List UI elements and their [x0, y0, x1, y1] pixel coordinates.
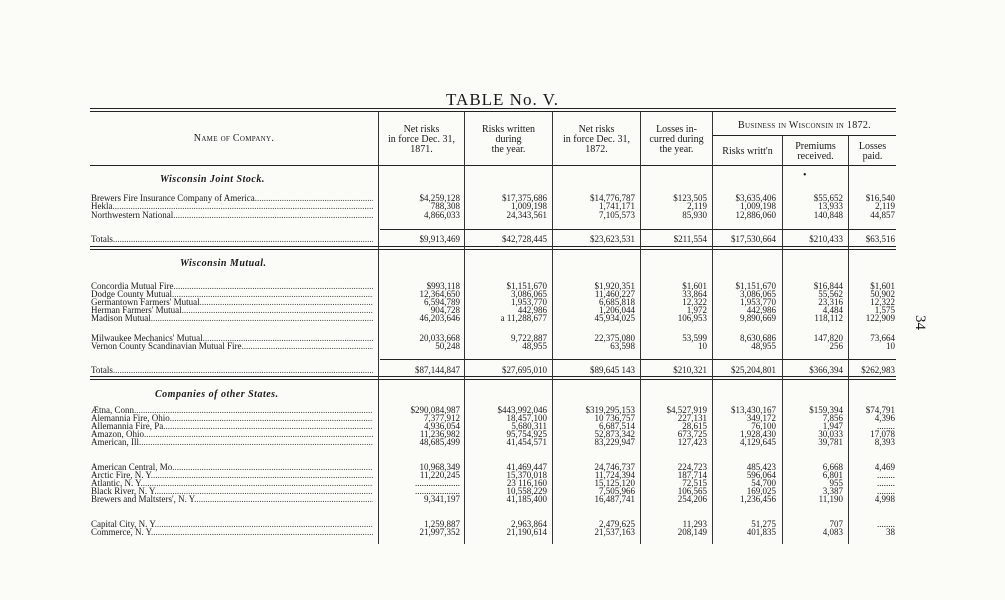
cell-col-6: 1,947 [822, 421, 843, 431]
top-rule-1 [90, 108, 896, 109]
header-rule [90, 165, 896, 166]
header-risks-writtn: Risks writt'n [722, 146, 773, 157]
cell-col-4: $210,321 [673, 365, 707, 375]
cell-col-3: 52,873,342 [594, 429, 635, 439]
cell-col-5: 442,986 [746, 305, 776, 315]
cell-col-5: 4,129,645 [740, 437, 776, 447]
cell-col-7: $16,540 [865, 193, 895, 203]
cell-col-4: 53,599 [682, 333, 707, 343]
cell-col-1: $993,118 [426, 281, 460, 291]
cell-col-6: 7,856 [822, 413, 843, 423]
cell-col-3: 83,229,947 [594, 437, 635, 447]
joint-stock-totals-rule-2 [90, 249, 896, 250]
cell-col-5: $17,530,664 [731, 234, 776, 244]
cell-col-4: 224,723 [677, 462, 707, 472]
cell-col-2: 48,955 [522, 341, 547, 351]
cell-col-7: $74,791 [865, 405, 895, 415]
header-premiums [783, 142, 848, 162]
top-rule-2 [90, 111, 896, 112]
cell-col-1: .................... [415, 478, 460, 488]
cell-col-6: 39,781 [818, 437, 843, 447]
cell-col-2: $27,695,010 [502, 365, 547, 375]
header-losses-incurred-line-1: Losses in- [656, 124, 697, 135]
cell-col-5: 8,630,686 [740, 333, 776, 343]
cell-col-3: $23,623,531 [590, 234, 635, 244]
cell-col-4: $4,527,919 [666, 405, 707, 415]
cell-col-7: 12,322 [870, 297, 895, 307]
cell-col-1: 50,248 [435, 341, 460, 351]
cell-col-4: 127,423 [677, 437, 707, 447]
cell-col-5: 12,886,060 [735, 210, 776, 220]
cell-col-3: $319,295,153 [585, 405, 635, 415]
section-mutual: Wisconsin Mutual. [180, 258, 267, 269]
cell-col-6: 30,033 [818, 429, 843, 439]
cell-col-7: 122,909 [865, 313, 895, 323]
cell-col-1: 11,220,245 [419, 470, 460, 480]
table-row [90, 342, 896, 351]
company-name: Milwaukee Mechanics' Mutual ..... [91, 334, 373, 343]
table-row [90, 314, 896, 323]
cell-col-6: 3,387 [822, 486, 843, 496]
cell-col-6: 4,083 [822, 527, 843, 537]
cell-col-4: $123,505 [673, 193, 707, 203]
cell-col-6: 955 [829, 478, 843, 488]
cell-col-7: 10 [886, 341, 895, 351]
cell-col-3: 16,487,741 [594, 494, 635, 504]
cell-col-2: 41,454,571 [506, 437, 547, 447]
table-row [90, 528, 896, 537]
company-name: Vernon County Scandinavian Mutual Fire ..... [91, 342, 373, 351]
cell-col-7: 4,998 [874, 494, 895, 504]
cell-col-2: a 11,288,677 [500, 313, 547, 323]
cell-col-6: 6,801 [822, 470, 843, 480]
cell-col-3: 7,505,966 [599, 486, 635, 496]
company-name: Arctic Fire, N. Y ..... [91, 471, 373, 480]
cell-col-5: 51,275 [751, 519, 776, 529]
header-risks-written-line-2: during [495, 134, 522, 145]
cell-col-1: 9,341,197 [424, 494, 460, 504]
cell-col-7: 73,664 [870, 333, 895, 343]
cell-col-5: 1,928,430 [740, 429, 776, 439]
cell-col-1: 20,033,668 [419, 333, 460, 343]
cell-col-4: 254,206 [677, 494, 707, 504]
cell-col-4: 106,953 [677, 313, 707, 323]
cell-col-3: 15,125,120 [594, 478, 635, 488]
table-title: TABLE No. V. [446, 90, 559, 109]
cell-col-1: 788,308 [430, 201, 460, 211]
header-losses-paid [849, 142, 896, 162]
company-name: Madison Mutual ..... [91, 314, 373, 323]
cell-col-1: $87,144,847 [415, 365, 460, 375]
company-name: Totals ..... [91, 366, 373, 375]
cell-col-1: 7,377,912 [424, 413, 460, 423]
cell-col-1: 4,936,054 [424, 421, 460, 431]
cell-col-2: 442,986 [517, 305, 547, 315]
header-losses-incurred [641, 125, 712, 155]
cell-col-6: 11,190 [818, 494, 843, 504]
cell-col-2: 2,963,864 [511, 519, 547, 529]
cell-col-5: 54,700 [751, 478, 776, 488]
company-name: Herman Farmers' Mutual ..... [91, 306, 373, 315]
cell-col-5: $1,151,670 [735, 281, 776, 291]
cell-col-2: 1,009,198 [511, 201, 547, 211]
cell-col-6: 256 [829, 341, 843, 351]
cell-col-5: 76,100 [751, 421, 776, 431]
cell-col-5: 1,953,770 [740, 297, 776, 307]
company-name: American, Ill ..... [91, 438, 373, 447]
cell-col-7: 2,119 [875, 201, 895, 211]
company-name: Brewers and Maltsters', N. Y ..... [91, 495, 373, 504]
company-name: Northwestern National ..... [91, 211, 373, 220]
header-risks-written [465, 125, 552, 155]
cell-col-5: 401,835 [746, 527, 776, 537]
cell-col-2: 24,343,561 [506, 210, 547, 220]
cell-col-3: $89,645 143 [590, 365, 635, 375]
cell-col-1: 11,236,982 [419, 429, 460, 439]
company-name: Capital City, N. Y ..... [91, 520, 373, 529]
cell-col-4: 227,131 [677, 413, 707, 423]
cell-col-2: 41,469,447 [506, 462, 547, 472]
table-row [90, 438, 896, 447]
cell-col-4: 187,714 [677, 470, 707, 480]
cell-col-5: 3,086,065 [740, 289, 776, 299]
cell-col-5: $3,635,406 [735, 193, 776, 203]
cell-col-7: 50,902 [870, 289, 895, 299]
cell-col-7: ........ [877, 470, 895, 480]
header-risks-written-line-1: Risks written [481, 124, 536, 135]
cell-col-6: 140,848 [813, 210, 843, 220]
company-name: Black River, N. Y ..... [91, 487, 373, 496]
table-row [90, 366, 896, 375]
cell-col-3: $14,776,787 [590, 193, 635, 203]
cell-col-4: 673,725 [677, 429, 707, 439]
cell-col-4: 12,322 [682, 297, 707, 307]
bullet-mark: • [803, 170, 807, 181]
cell-col-4: 72,515 [682, 478, 707, 488]
section-joint-stock: Wisconsin Joint Stock. [160, 174, 265, 185]
cell-col-6: 13,933 [818, 201, 843, 211]
cell-col-2: 41,185,400 [506, 494, 547, 504]
header-losses-paid-line-1: Losses [858, 141, 887, 152]
cell-col-7: 4,469 [874, 462, 895, 472]
cell-col-2: 23 116,160 [506, 478, 547, 488]
cell-col-6: 23,316 [818, 297, 843, 307]
cell-col-1: .................... [415, 486, 460, 496]
cell-col-3: 11,724,394 [594, 470, 635, 480]
company-name: Alemannia Fire, Ohio ..... [91, 414, 373, 423]
header-company: Name of Company. [193, 133, 275, 144]
cell-col-1: 904,728 [430, 305, 460, 315]
header-losses-incurred-line-2: curred during [649, 134, 704, 145]
header-premiums-line-2: received. [797, 151, 834, 162]
cell-col-5: $13,430,167 [731, 405, 776, 415]
cell-col-4: 28,615 [682, 421, 707, 431]
cell-col-4: 33,864 [682, 289, 707, 299]
header-net-risks-1872-line-1: Net risks [578, 124, 615, 135]
cell-col-5: 485,423 [746, 462, 776, 472]
company-name: Amazon, Ohio ..... [91, 430, 373, 439]
mutual-totals-rule-2 [90, 379, 896, 380]
cell-col-5: 169,025 [746, 486, 776, 496]
cell-col-5: $25,204,801 [731, 365, 776, 375]
cell-col-6: 147,820 [813, 333, 843, 343]
company-name: Ætna, Conn ..... [91, 406, 373, 415]
cell-col-4: 106,565 [677, 486, 707, 496]
cell-col-1: 12,364,650 [419, 289, 460, 299]
cell-col-1: 10,968,349 [419, 462, 460, 472]
cell-col-4: 11,293 [682, 519, 707, 529]
header-net-risks-1871-line-1: Net risks [403, 124, 440, 135]
header-losses-paid-line-2: paid. [862, 151, 883, 162]
cell-col-3: 2,479,625 [599, 519, 635, 529]
header-net-risks-1871 [379, 125, 464, 155]
company-name: Atlantic, N. Y ..... [91, 479, 373, 488]
cell-col-6: $366,394 [809, 365, 843, 375]
cell-col-3: 7,105,573 [599, 210, 635, 220]
cell-col-7: 4,396 [874, 413, 895, 423]
cell-col-4: 1,972 [686, 305, 707, 315]
cell-col-1: $4,259,128 [419, 193, 460, 203]
cell-col-1: $290,084,987 [410, 405, 460, 415]
cell-col-3: 1,741,171 [599, 201, 635, 211]
cell-col-1: 46,203,646 [419, 313, 460, 323]
company-name: Allemannia Fire, Pa ..... [91, 422, 373, 431]
cell-col-6: 55,562 [818, 289, 843, 299]
company-name: Commerce, N. Y ..... [91, 528, 373, 537]
cell-col-2: $1,151,670 [506, 281, 547, 291]
cell-col-1: 6,594,789 [424, 297, 460, 307]
cell-col-2: 10,558,229 [506, 486, 547, 496]
cell-col-2: 18,457,100 [506, 413, 547, 423]
cell-col-1: 1,259,887 [424, 519, 460, 529]
cell-col-2: 9,722,887 [511, 333, 547, 343]
cell-col-7: 17,078 [870, 429, 895, 439]
cell-col-1: $9,913,469 [419, 234, 460, 244]
cell-col-6: 707 [829, 519, 843, 529]
header-premiums-line-1: Premiums [795, 141, 836, 152]
cell-col-1: 21,997,352 [419, 527, 460, 537]
joint-stock-totals-top-rule [380, 229, 896, 230]
cell-col-2: 95,754,925 [506, 429, 547, 439]
cell-col-7: ........ [877, 486, 895, 496]
cell-col-5: 1,009,198 [740, 201, 776, 211]
cell-col-2: 21,190,614 [506, 527, 547, 537]
cell-col-3: 63,598 [610, 341, 635, 351]
company-name: Brewers Fire Insurance Company of America ..... [91, 194, 373, 203]
cell-col-7: 1,575 [874, 305, 895, 315]
cell-col-5: 9,890,669 [740, 313, 776, 323]
cell-col-6: 6,668 [822, 462, 843, 472]
cell-col-4: 2,119 [687, 201, 707, 211]
cell-col-7: 38 [886, 527, 895, 537]
mutual-totals-rule-1 [90, 376, 896, 377]
cell-col-2: $443,992,046 [497, 405, 547, 415]
company-name: American Central, Mo ..... [91, 463, 373, 472]
cell-col-6: 4,484 [822, 305, 843, 315]
cell-col-2: 1,953,770 [511, 297, 547, 307]
cell-col-3: 6,685,818 [599, 297, 635, 307]
table-row [90, 235, 896, 244]
cell-col-7: $63,516 [865, 234, 895, 244]
cell-col-5: 1,236,456 [740, 494, 776, 504]
table-row [90, 211, 896, 220]
cell-col-7: ........ [877, 421, 895, 431]
cell-col-4: $211,554 [673, 234, 707, 244]
cell-col-1: 48,685,499 [419, 437, 460, 447]
cell-col-3: 22,375,080 [594, 333, 635, 343]
joint-stock-totals-rule-1 [90, 246, 896, 247]
header-net-risks-1872-line-3: 1872. [585, 144, 608, 155]
cell-col-5: 48,955 [751, 341, 776, 351]
cell-col-3: 21,537,163 [594, 527, 635, 537]
cell-col-3: $1,920,351 [594, 281, 635, 291]
cell-col-2: 15,370,018 [506, 470, 547, 480]
header-wisconsin-group: Business in Wisconsin in 1872. [738, 120, 871, 131]
cell-col-4: 208,149 [677, 527, 707, 537]
company-name: Germantown Farmers' Mutual ..... [91, 298, 373, 307]
cell-col-1: 4,866,033 [424, 210, 460, 220]
cell-col-3: 1,206,044 [599, 305, 635, 315]
cell-col-7: 8,393 [874, 437, 895, 447]
cell-col-5: 596,064 [746, 470, 776, 480]
header-net-risks-1871-line-2: in force Dec. 31, [388, 134, 455, 145]
mutual-totals-top-rule [380, 359, 896, 360]
cell-col-4: 85,930 [682, 210, 707, 220]
cell-col-2: $17,375,686 [502, 193, 547, 203]
cell-col-3: 45,934,025 [594, 313, 635, 323]
page-number: 34 [912, 315, 928, 330]
cell-col-7: ........ [877, 478, 895, 488]
header-net-risks-1872-line-2: in force Dec. 31, [563, 134, 630, 145]
cell-col-6: $159,394 [809, 405, 843, 415]
cell-col-2: 3,086,065 [511, 289, 547, 299]
section-other-states: Companies of other States. [155, 389, 279, 400]
table-row [90, 495, 896, 504]
cell-col-6: $16,844 [813, 281, 843, 291]
company-name: Totals ..... [91, 235, 373, 244]
company-name: Dodge County Mutual ..... [91, 290, 373, 299]
cell-col-2: $42,728,445 [502, 234, 547, 244]
cell-col-7: $262,983 [861, 365, 895, 375]
company-name: Hekla ..... [91, 202, 373, 211]
cell-col-6: $55,652 [813, 193, 843, 203]
cell-col-5: 349,172 [746, 413, 776, 423]
cell-col-3: 11,460,227 [594, 289, 635, 299]
header-losses-incurred-line-3: the year. [659, 144, 694, 155]
cell-col-3: 6,687,514 [599, 421, 635, 431]
header-net-risks-1871-line-3: 1871. [410, 144, 433, 155]
cell-col-3: 10 736,757 [594, 413, 635, 423]
header-risks-written-line-3: the year. [491, 144, 526, 155]
company-name: Concordia Mutual Fire ..... [91, 282, 373, 291]
cell-col-7: 44,857 [870, 210, 895, 220]
cell-col-7: ........ [877, 519, 895, 529]
cell-col-6: $210,433 [809, 234, 843, 244]
cell-col-4: $1,601 [682, 281, 707, 291]
cell-col-6: 118,112 [814, 313, 843, 323]
cell-col-2: 5,680,311 [511, 421, 547, 431]
header-net-risks-1872 [553, 125, 640, 155]
cell-col-3: 24,746,737 [594, 462, 635, 472]
cell-col-4: 10 [698, 341, 707, 351]
cell-col-7: $1,601 [870, 281, 895, 291]
wisconsin-group-rule [713, 135, 896, 136]
